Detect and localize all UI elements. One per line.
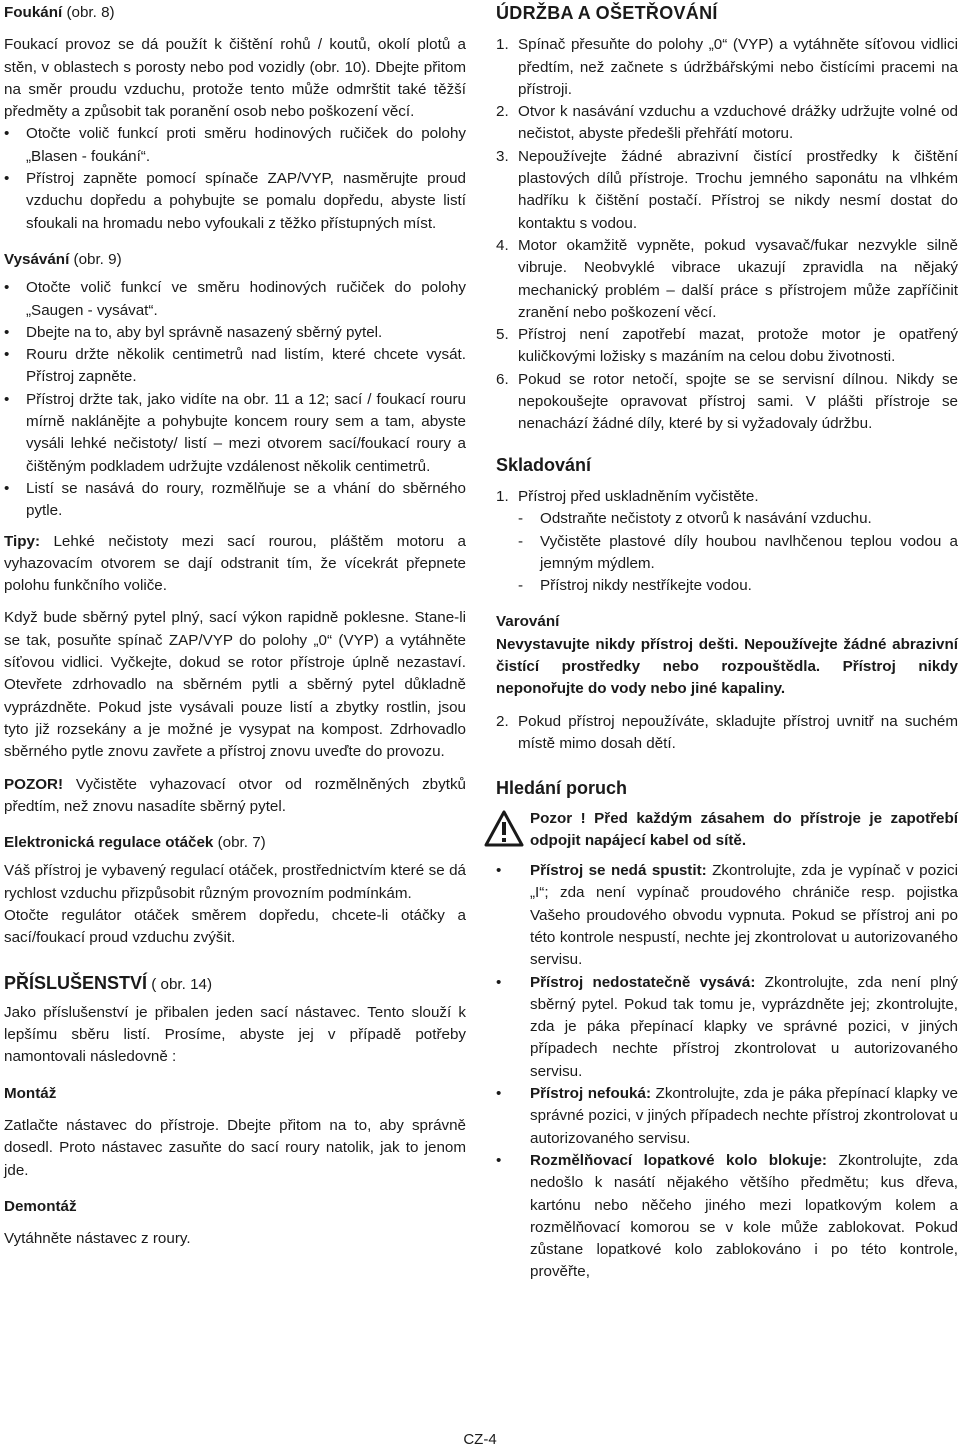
vysavani-bullet-2: • Dbejte na to, aby byl správně nasazený sběrný pytel. bbox=[4, 322, 466, 344]
warning-text: Pozor ! Před každým zásahem do přístroje je zapotřebí odpojit napájecí kabel od sítě. bbox=[530, 809, 958, 849]
vysavani-bullet-4: • Přístroj držte tak, jako vidíte na obr. 11 a 12; sací / foukací rouru mírně naklánějte a pohybujte koncem roury sem a tam, abyste vysáli lehké nečistoty/ listí – mezi otvorem sací/foukací roury a čištěným podkladem udržujte vzdálenost několik centimetrů. bbox=[4, 389, 466, 478]
left-column bbox=[4, 2, 466, 1251]
porucha-item: • Rozmělňovací lopatkové kolo blokuje: Zkontrolujte, zda nedošlo k nasátí nějakého většího předmětu; kus dřeva, kartónu nebo něčeho jiného mezi lopatkovým kolem a rozmělňovací komorou se v kole může zablokovat. Pokud zůstane lopatkové kolo zablokováno i po této kontrole, prověřte, bbox=[496, 1150, 958, 1284]
skladovani-heading: Skladování bbox=[496, 454, 592, 475]
prislusenstvi-heading: PŘÍSLUŠENSTVÍ ( obr. 14) bbox=[4, 972, 213, 993]
varovani-paragraph: Nevystavujte nikdy přístroj dešti. Nepoužívejte žádné abrazivní čistící prostředky nebo rozpouštědla. Přístroj nikdy neponořujte do vody nebo jiné kapaliny. bbox=[496, 635, 958, 698]
foukani-heading: Foukání (obr. 8) bbox=[4, 4, 115, 21]
foukani-intro: Foukací provoz se dá použít k čištění rohů / koutů, okolí plotů a stěn, v oblastech s porosty nebo pod vozidly (obr. 10). Dbejte přitom na směr proudu vzduchu, protože tento může odmrštit také těžší předměty a způsobit tak poranění osob nebo poškození věcí. bbox=[4, 36, 466, 121]
foukani-bullet-2: • Přístroj zapněte pomocí spínače ZAP/VYP, nasměrujte proud vzduchu dopředu a pohybujte se pomalu dopředu, abyste listí sfoukali na hromadu nebo vyfoukali z těžko přístupných míst. bbox=[4, 168, 466, 235]
udrzba-item: 4. Motor okamžitě vypněte, pokud vysavač/fukar nezvykle silně vibruje. Neobvyklé vibrace ukazují zpravidla na nějaký mechanický problém – další práce s přístrojem může zapříčinit zranění nebo poškození věcí. bbox=[496, 236, 958, 321]
udrzba-item: 5. Přístroj není zapotřebí mazat, protože motor je opatřený kuličkovými ložisky s mazáním na celou dobu životnosti. bbox=[496, 326, 958, 366]
skladovani-dash-item: - Odstraňte nečistoty z otvorů k nasávání vzduchu. bbox=[518, 510, 872, 528]
foukani-bullet-1: • Otočte volič funkcí proti směru hodinových ručiček do polohy „Blasen - foukání“. bbox=[4, 123, 466, 168]
skladovani-item-1: 1. Přístroj před uskladněním vyčistěte. bbox=[496, 487, 759, 505]
right-column bbox=[496, 2, 958, 1284]
skladovani-item-2: 2. Pokud přístroj nepoužíváte, skladujte přístroj uvnitř na suchém místě mimo dosah dětí. bbox=[496, 712, 958, 752]
varovani-heading: Varování bbox=[496, 613, 560, 631]
warning-block bbox=[496, 808, 958, 853]
skladovani-dash-item: - Vyčistěte plastové díly houbou navlhčenou teplou vodou a jemným mýdlem. bbox=[518, 532, 958, 572]
pozor-paragraph: POZOR! Vyčistěte vyhazovací otvor od rozmělněných zbytků předtím, než znovu nasadíte sběrný pytel. bbox=[4, 775, 466, 815]
porucha-item: • Přístroj se nedá spustit: Zkontrolujte, zda je vypínač v pozici „I“; zda není vypínač proudového chrániče resp. pojistka Vašeho proudového obvodu vypnuta. Pokud se přístroj ani po této kontrole nespustí, nechte jej zkontrolovat u autorizovaného servisu. bbox=[496, 860, 958, 971]
udrzba-list bbox=[496, 34, 958, 435]
skladovani-dash-item: - Přístroj nikdy nestříkejte vodou. bbox=[518, 577, 752, 595]
udrzba-item: 1. Spínač přesuňte do polohy „0“ (VYP) a vytáhněte síťovou vidlici předtím, než začnete s údržbářskými nebo čistícími pracemi na přístroji. bbox=[496, 36, 958, 98]
porucha-item: • Přístroj nefouká: Zkontrolujte, zda je páka přepínací klapky ve správné pozici, v jiných případech nechte přístroj zkontrolovat u autorizovaného servisu. bbox=[496, 1083, 958, 1150]
demontaz-heading: Demontáž bbox=[4, 1197, 77, 1215]
regulace-paragraph-2: Otočte regulátor otáček směrem dopředu, chcete-li otáčky a sací/foukací proud vzduchu zvýšit. bbox=[4, 906, 466, 947]
udrzba-item: 6. Pokud se rotor netočí, spojte se se servisní dílnou. Nikdy se nepokoušejte opravovat přístroj sami. V plášti přístroje se nenachází žádné díly, které by si vyžadovaly údržbu. bbox=[496, 370, 958, 433]
udrzba-item: 3. Nepoužívejte žádné abrazivní čistící prostředky k čištění plastových dílů přístroje. Trochu jemného saponátu na vlhkém hadříku k čištění postačí. Přístroj se nikdy nesmí dostat do kontaktu s vodou. bbox=[496, 147, 958, 232]
vysavani-bullet-3: • Rouru držte několik centimetrů nad listím, které chcete vysát. Přístroj zapněte. bbox=[4, 344, 466, 389]
vysavani-heading: Vysávání (obr. 9) bbox=[4, 250, 122, 268]
regulace-heading: Elektronická regulace otáček (obr. 7) bbox=[4, 834, 266, 852]
prislusenstvi-paragraph: Jako příslušenství je přibalen jeden sací nástavec. Tento slouží k lepšímu sběru listí. Prosíme, abyste jej v případě potřeby namontovali následovně : bbox=[4, 1003, 466, 1066]
udrzba-heading: ÚDRŽBA A OŠETŘOVÁNÍ bbox=[496, 3, 718, 23]
page-number: CZ-4 bbox=[463, 1431, 497, 1448]
regulace-paragraph-1: Váš přístroj je vybavený regulací otáček, prostřednictvím které se dá rychlost vzduchu přizpůsobit různým provozním podmínkám. bbox=[4, 862, 466, 902]
montaz-heading: Montáž bbox=[4, 1084, 57, 1102]
warning-triangle-icon bbox=[484, 810, 524, 848]
montaz-paragraph: Zatlačte nástavec do přístroje. Dbejte přitom na to, aby správně dosedl. Proto nástavec zasuňte do sací roury natolik, jak to jenom jde. bbox=[4, 1117, 466, 1179]
udrzba-item: 2. Otvor k nasávání vzduchu a vzduchové drážky udržujte volné od nečistot, abyste předešli přehřátí motoru. bbox=[496, 103, 958, 143]
hledani-heading: Hledání poruch bbox=[496, 778, 628, 799]
pytel-paragraph: Když bude sběrný pytel plný, sací výkon rapidně poklesne. Stane-li se tak, posuňte spínač ZAP/VYP do polohy „0“ (VYP) a vytáhněte síťovou vidlici. Vyčkejte, dokud se rotor přístroje úplně nezastaví. Otevřete zdrhovadlo na sběrném pytli a sběrný pytel důkladně vyprázdněte. Pokud jste vysávali pouze listí a zbytky rostlin, jsou tyto již rozsekány a je možné je vysypat na kompost. Zdrhovadlo sběrného pytle znovu zavřete a přístroj znovu uveďte do provozu. bbox=[4, 609, 466, 761]
tipy-paragraph: Tipy: Lehké nečistoty mezi sací rourou, pláštěm motoru a vyhazovacím otvorem se dají odstranit tím, že vícekrát přepnete polohu funkčního voliče. bbox=[4, 532, 466, 595]
porucha-item: • Přístroj nedostatečně vysává: Zkontrolujte, zda není plný sběrný pytel. Pokud tak tomu je, vyprázdněte jej; zkontrolujte, zda je páka přepínací klapky ve správné pozici, v jiných případech nechte přístroj zkontrolovat u autorizovaného servisu. bbox=[496, 972, 958, 1083]
vysavani-bullet-5: • Listí se nasává do roury, rozmělňuje se a vhání do sběrného pytle. bbox=[4, 478, 466, 523]
vysavani-bullet-1: • Otočte volič funkcí ve směru hodinových ručiček do polohy „Saugen - vysávat“. bbox=[4, 277, 466, 322]
demontaz-paragraph: Vytáhněte nástavec z roury. bbox=[4, 1230, 191, 1248]
